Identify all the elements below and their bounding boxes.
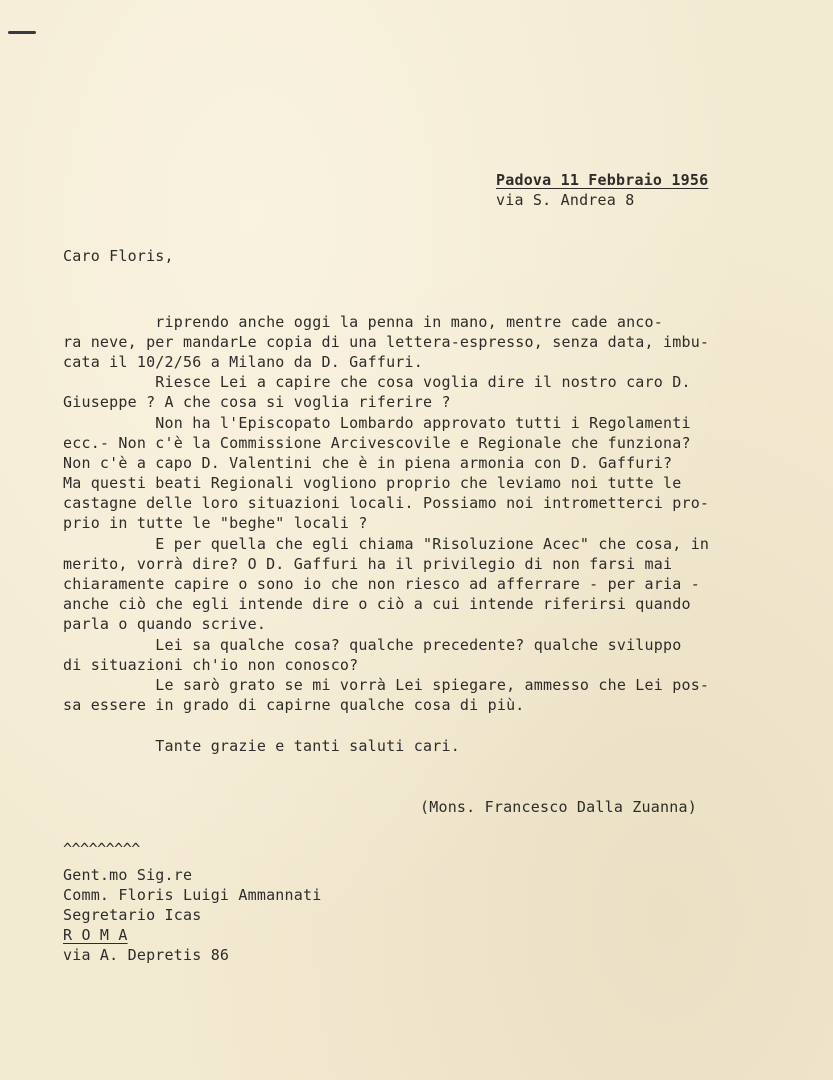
body-line: prio in tutte le "beghe" locali ?	[63, 514, 368, 532]
body-line: Giuseppe ? A che cosa si voglia riferire ?	[63, 393, 451, 411]
recipient-name: Comm. Floris Luigi Ammannati	[63, 886, 322, 904]
closing-line: Tante grazie e tanti saluti cari.	[63, 737, 460, 755]
body-line: sa essere in grado di capirne qualche cosa di più.	[63, 696, 525, 714]
body-line: Non ha l'Episcopato Lombardo approvato tutti i Regolamenti	[63, 414, 691, 432]
recipient-city: R O M A	[63, 926, 128, 944]
recipient-street: via A. Depretis 86	[63, 946, 230, 964]
signature: (Mons. Francesco Dalla Zuanna)	[420, 798, 697, 816]
body-line: chiaramente capire o sono io che non riesco ad afferrare - per aria -	[63, 575, 700, 593]
date-line: Padova 11 Febbraio 1956	[496, 171, 709, 189]
body-line: ra neve, per mandarLe copia di una lettera-espresso, senza data, imbu-	[63, 333, 710, 351]
margin-mark	[8, 31, 36, 34]
body-line: castagne delle loro situazioni locali. Possiamo noi intrometterci pro-	[63, 494, 710, 512]
body-line: Le sarò grato se mi vorrà Lei spiegare, ammesso che Lei pos-	[63, 676, 710, 694]
body-line: ecc.- Non c'è la Commissione Arcivescovile e Regionale che funziona?	[63, 434, 691, 452]
body-line: riprendo anche oggi la penna in mano, mentre cade anco-	[63, 313, 663, 331]
salutation: Caro Floris,	[63, 247, 174, 265]
body-line: Riesce Lei a capire che cosa voglia dire il nostro caro D.	[63, 373, 691, 391]
separator: ^^^^^^^^^	[63, 840, 140, 858]
body-line: di situazioni ch'io non conosco?	[63, 656, 359, 674]
body-line: cata il 10/2/56 a Milano da D. Gaffuri.	[63, 353, 423, 371]
body-line: parla o quando scrive.	[63, 615, 267, 633]
body-line: Ma questi beati Regionali vogliono proprio che leviamo noi tutte le	[63, 474, 682, 492]
body-line: Non c'è a capo D. Valentini che è in piena armonia con D. Gaffuri?	[63, 454, 673, 472]
recipient-title: Segretario Icas	[63, 906, 202, 924]
body-line: E per quella che egli chiama "Risoluzione Acec" che cosa, in	[63, 535, 710, 553]
body-line: Lei sa qualche cosa? qualche precedente? qualche sviluppo	[63, 636, 682, 654]
body-line: anche ciò che egli intende dire o ciò a cui intende riferirsi quando	[63, 595, 691, 613]
body-line: merito, vorrà dire? O D. Gaffuri ha il privilegio di non farsi mai	[63, 555, 673, 573]
sender-address-line: via S. Andrea 8	[496, 191, 635, 209]
recipient-salutation: Gent.mo Sig.re	[63, 866, 193, 884]
